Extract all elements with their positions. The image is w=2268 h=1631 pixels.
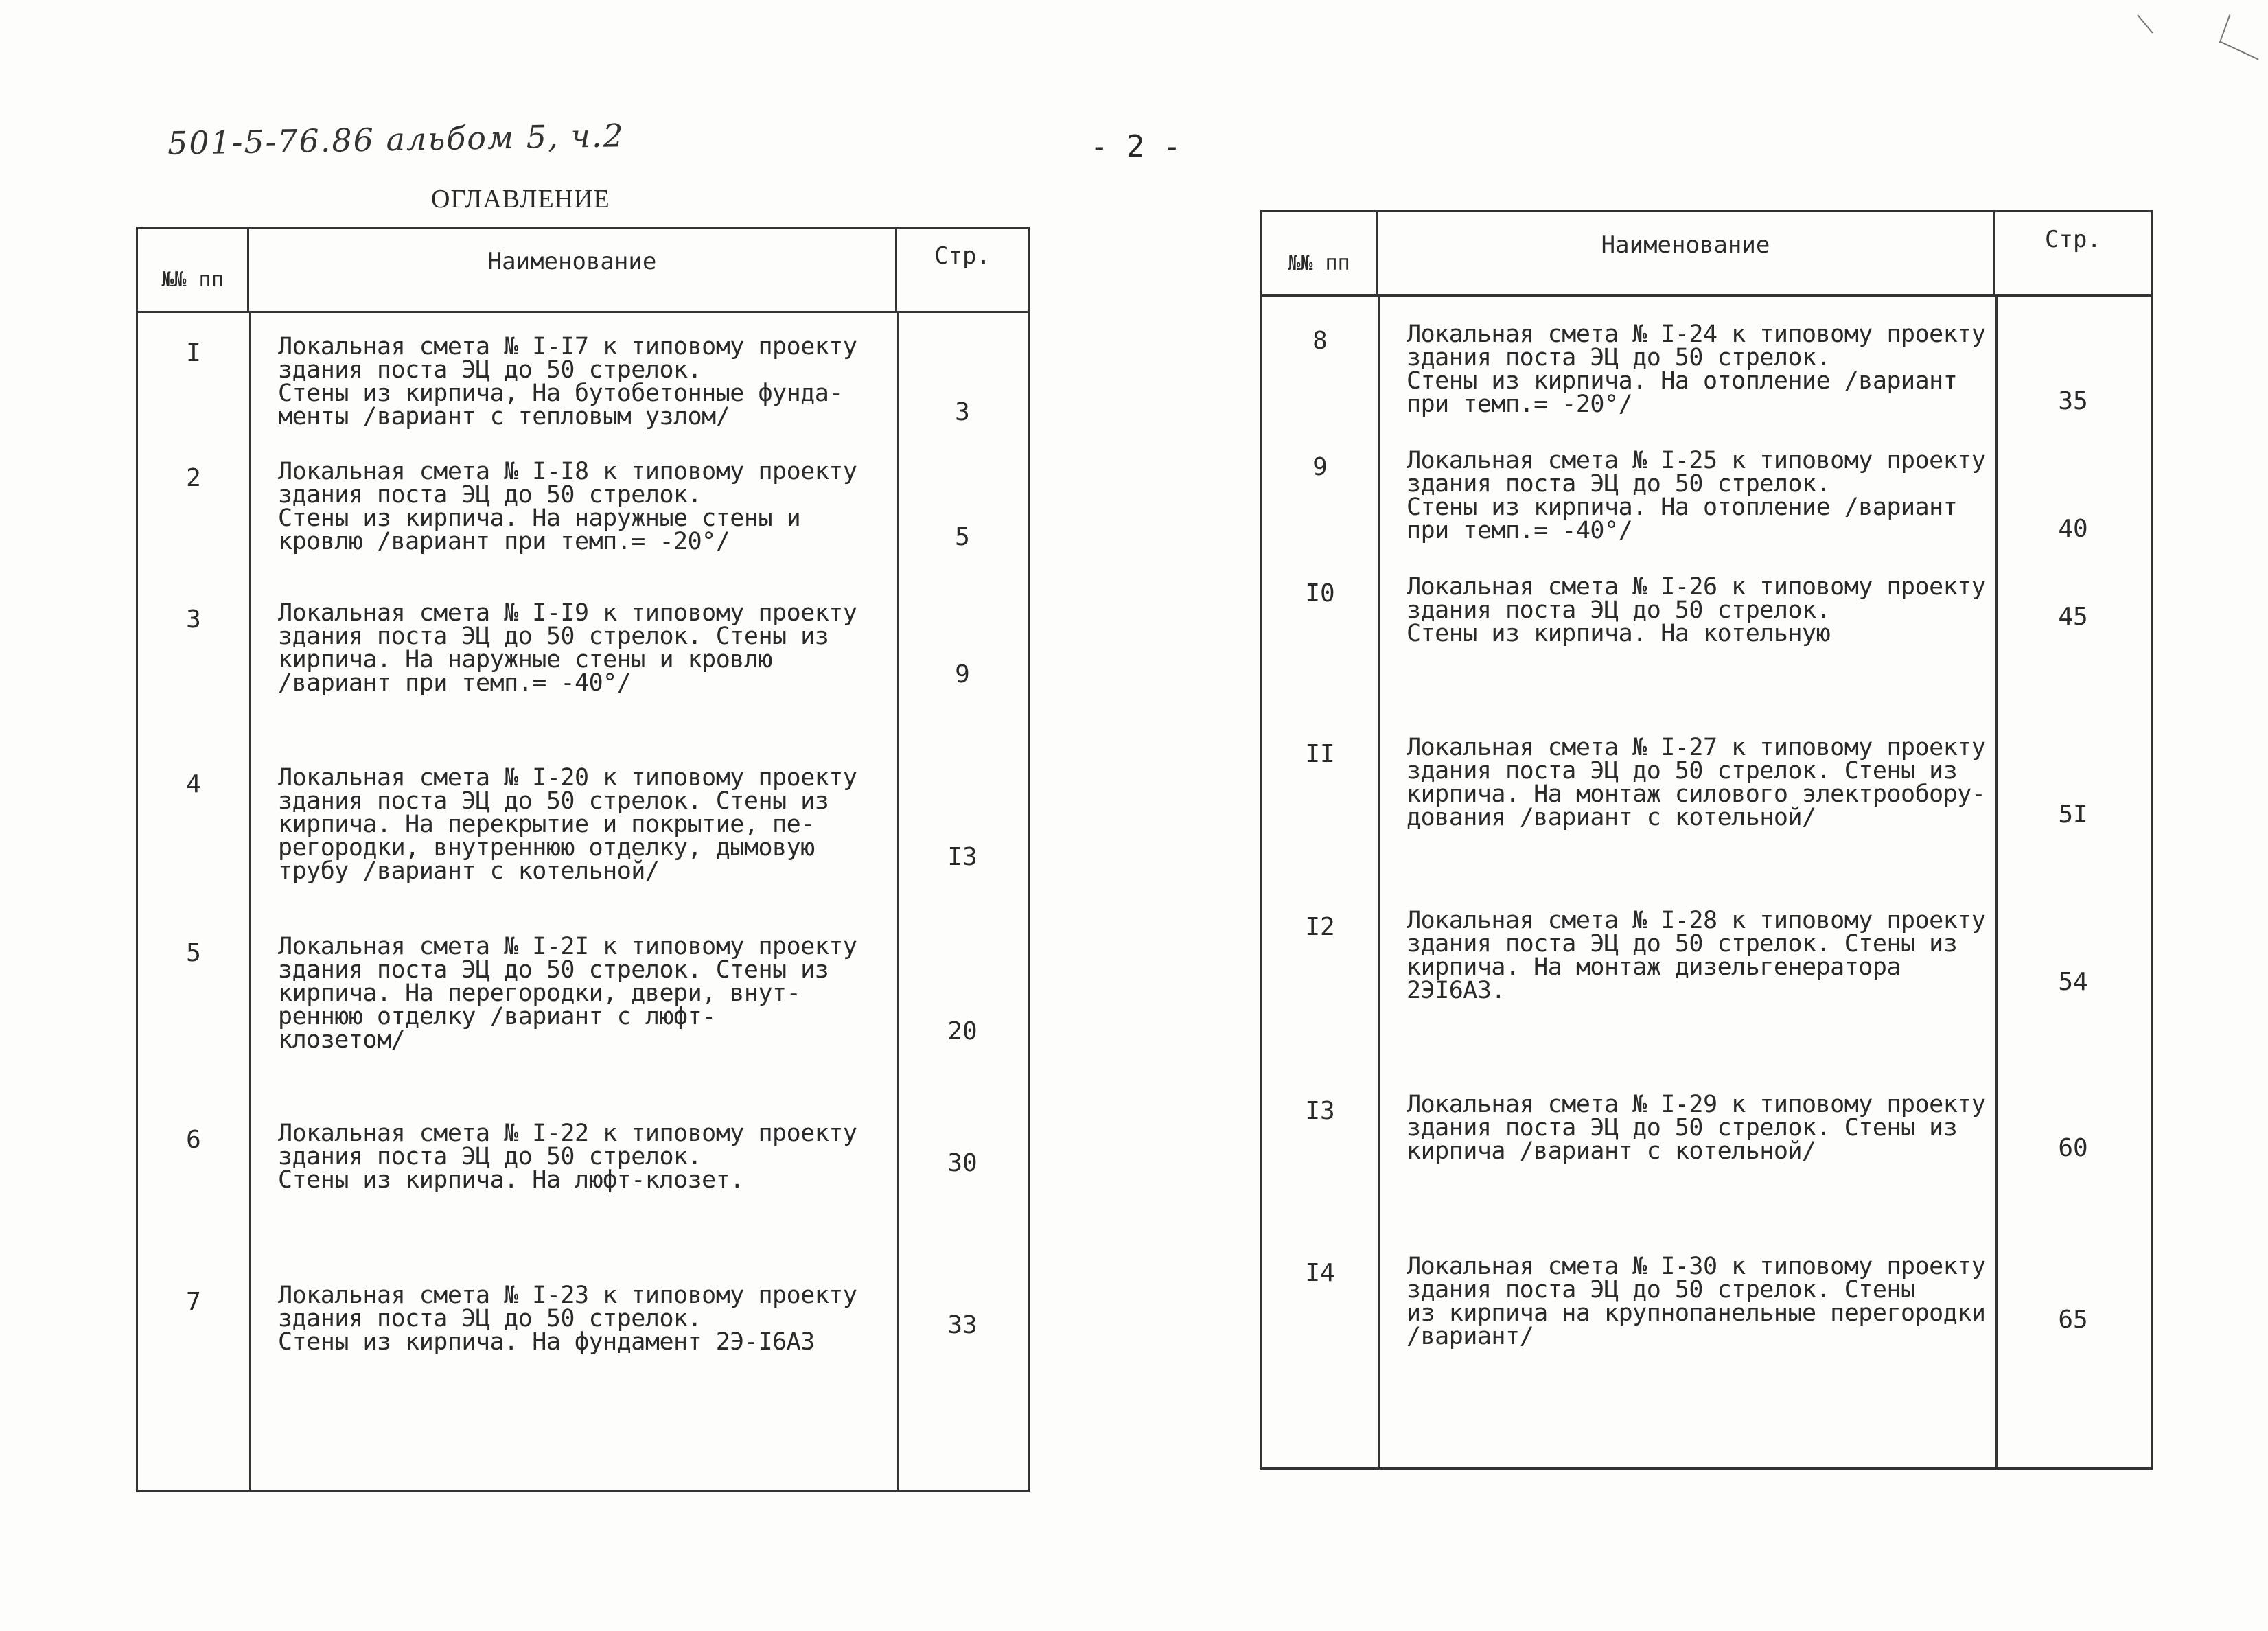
table-row bbox=[138, 460, 1028, 553]
row-num: II bbox=[1305, 740, 1335, 768]
row-page: 20 bbox=[947, 1017, 977, 1045]
handwritten-album-code: 501-5-76.86 альбом 5, ч.2 bbox=[167, 117, 625, 162]
row-page: 3 bbox=[955, 398, 970, 426]
row-num: 6 bbox=[186, 1126, 201, 1154]
row-text: Локальная смета № I-27 к типовому проекту здания поста ЭЦ до 50 стрелок. Стены из кирпича. На монтаж силового электрообору- дования /вариант с котельной/ bbox=[1407, 734, 1986, 831]
row-text: Локальная смета № I-20 к типовому проекту здания поста ЭЦ до 50 стрелок. Стены из кирпича. На перекрытие и покрытие, пе- регородки, внутреннюю отделку, дымовую трубу /вариант с котельной/ bbox=[278, 764, 857, 885]
row-num: I bbox=[186, 339, 201, 367]
table-row bbox=[138, 766, 1028, 883]
row-text: Локальная смета № I-22 к типовому проекту здания поста ЭЦ до 50 стрелок. Стены из кирпича. На люфт-клозет. bbox=[278, 1120, 857, 1194]
row-num: I2 bbox=[1305, 913, 1335, 941]
row-num: 3 bbox=[186, 605, 201, 634]
table-body bbox=[138, 313, 1028, 1490]
row-page: 45 bbox=[2058, 603, 2088, 631]
table-row bbox=[138, 935, 1028, 1052]
table-row bbox=[1262, 1093, 2151, 1163]
row-page: I3 bbox=[947, 843, 977, 871]
toc-table-right bbox=[1260, 210, 2153, 1470]
table-row bbox=[1262, 736, 2151, 829]
row-num: 5 bbox=[186, 939, 201, 967]
row-text: Локальная смета № I-23 к типовому проекту здания поста ЭЦ до 50 стрелок. Стены из кирпича. На фундамент 2Э-I6А3 bbox=[278, 1282, 857, 1356]
row-text: Локальная смета № I-24 к типовому проекту здания поста ЭЦ до 50 стрелок. Стены из кирпича. На отопление /вариант при темп.= -20°/ bbox=[1407, 321, 1986, 418]
row-page: 5 bbox=[955, 523, 970, 551]
row-text: Локальная смета № I-25 к типовому проекту здания поста ЭЦ до 50 стрелок. Стены из кирпича. На отопление /вариант при темп.= -40°/ bbox=[1407, 447, 1986, 544]
row-num: 8 bbox=[1312, 327, 1328, 355]
toc-table-left bbox=[136, 227, 1030, 1492]
row-num: 9 bbox=[1312, 453, 1328, 481]
header-page: Стр. bbox=[2045, 226, 2101, 253]
row-text: Локальная смета № I-26 к типовому проекту здания поста ЭЦ до 50 стрелок. Стены из кирпича. На котельную bbox=[1407, 573, 1986, 647]
table-row bbox=[1262, 449, 2151, 543]
table-row bbox=[138, 335, 1028, 428]
table-row bbox=[1262, 909, 2151, 1002]
row-num: 4 bbox=[186, 770, 201, 798]
row-page: 30 bbox=[947, 1149, 977, 1177]
row-num: I4 bbox=[1305, 1259, 1335, 1287]
row-page: 5I bbox=[2058, 800, 2088, 829]
row-page: 60 bbox=[2058, 1134, 2088, 1162]
table-row bbox=[1262, 575, 2151, 645]
toc-title: ОГЛАВЛЕНИЕ bbox=[431, 185, 610, 213]
row-num: 2 bbox=[186, 464, 201, 492]
row-page: 9 bbox=[955, 660, 970, 689]
table-header bbox=[1262, 212, 2151, 297]
table-body bbox=[1262, 297, 2151, 1467]
table-row bbox=[1262, 323, 2151, 416]
header-name: Наименование bbox=[249, 229, 897, 311]
scan-mark bbox=[2221, 41, 2258, 60]
header-page: Стр. bbox=[934, 242, 991, 270]
row-page: 40 bbox=[2058, 515, 2088, 543]
row-page: 65 bbox=[2058, 1306, 2088, 1334]
row-num: I0 bbox=[1305, 579, 1335, 608]
scan-mark bbox=[2137, 14, 2153, 33]
row-text: Локальная смета № I-30 к типовому проекту здания поста ЭЦ до 50 стрелок. Стены из кирпича на крупнопанельные перегородки /вариант/ bbox=[1407, 1253, 1986, 1350]
row-text: Локальная смета № I-29 к типовому проекту здания поста ЭЦ до 50 стрелок. Стены из кирпича /вариант с котельной/ bbox=[1407, 1091, 1986, 1165]
row-text: Локальная смета № I-I7 к типовому проекту здания поста ЭЦ до 50 стрелок. Стены из кирпича, На бутобетонные фунда- менты /вариант с тепловым узлом/ bbox=[278, 333, 857, 430]
page-number: - 2 - bbox=[1090, 129, 1181, 164]
row-page: 54 bbox=[2058, 968, 2088, 996]
header-num: №№ пп bbox=[138, 229, 249, 311]
table-row bbox=[138, 1122, 1028, 1192]
table-row bbox=[138, 1284, 1028, 1354]
row-text: Локальная смета № I-I9 к типовому проекту здания поста ЭЦ до 50 стрелок. Стены из кирпича. На наружные стены и кровлю /вариант при темп.= -40°/ bbox=[278, 599, 857, 697]
table-header bbox=[138, 229, 1028, 313]
header-num: №№ пп bbox=[1262, 212, 1378, 294]
row-text: Локальная смета № I-I8 к типовому проекту здания поста ЭЦ до 50 стрелок. Стены из кирпича. На наружные стены и кровлю /вариант при темп.= -20°/ bbox=[278, 458, 857, 555]
row-text: Локальная смета № I-28 к типовому проекту здания поста ЭЦ до 50 стрелок. Стены из кирпича. На монтаж дизельгенератора 2ЭI6А3. bbox=[1407, 907, 1986, 1004]
row-num: I3 bbox=[1305, 1097, 1335, 1125]
header-name: Наименование bbox=[1378, 212, 1995, 294]
row-page: 33 bbox=[947, 1311, 977, 1339]
scan-mark bbox=[2219, 14, 2231, 43]
table-row bbox=[1262, 1255, 2151, 1348]
row-page: 35 bbox=[2058, 387, 2088, 415]
row-text: Локальная смета № I-2I к типовому проекту здания поста ЭЦ до 50 стрелок. Стены из кирпича. На перегородки, двери, внут- реннюю отделку /вариант с люфт- клозетом/ bbox=[278, 933, 857, 1054]
table-row bbox=[138, 601, 1028, 695]
row-num: 7 bbox=[186, 1288, 201, 1316]
